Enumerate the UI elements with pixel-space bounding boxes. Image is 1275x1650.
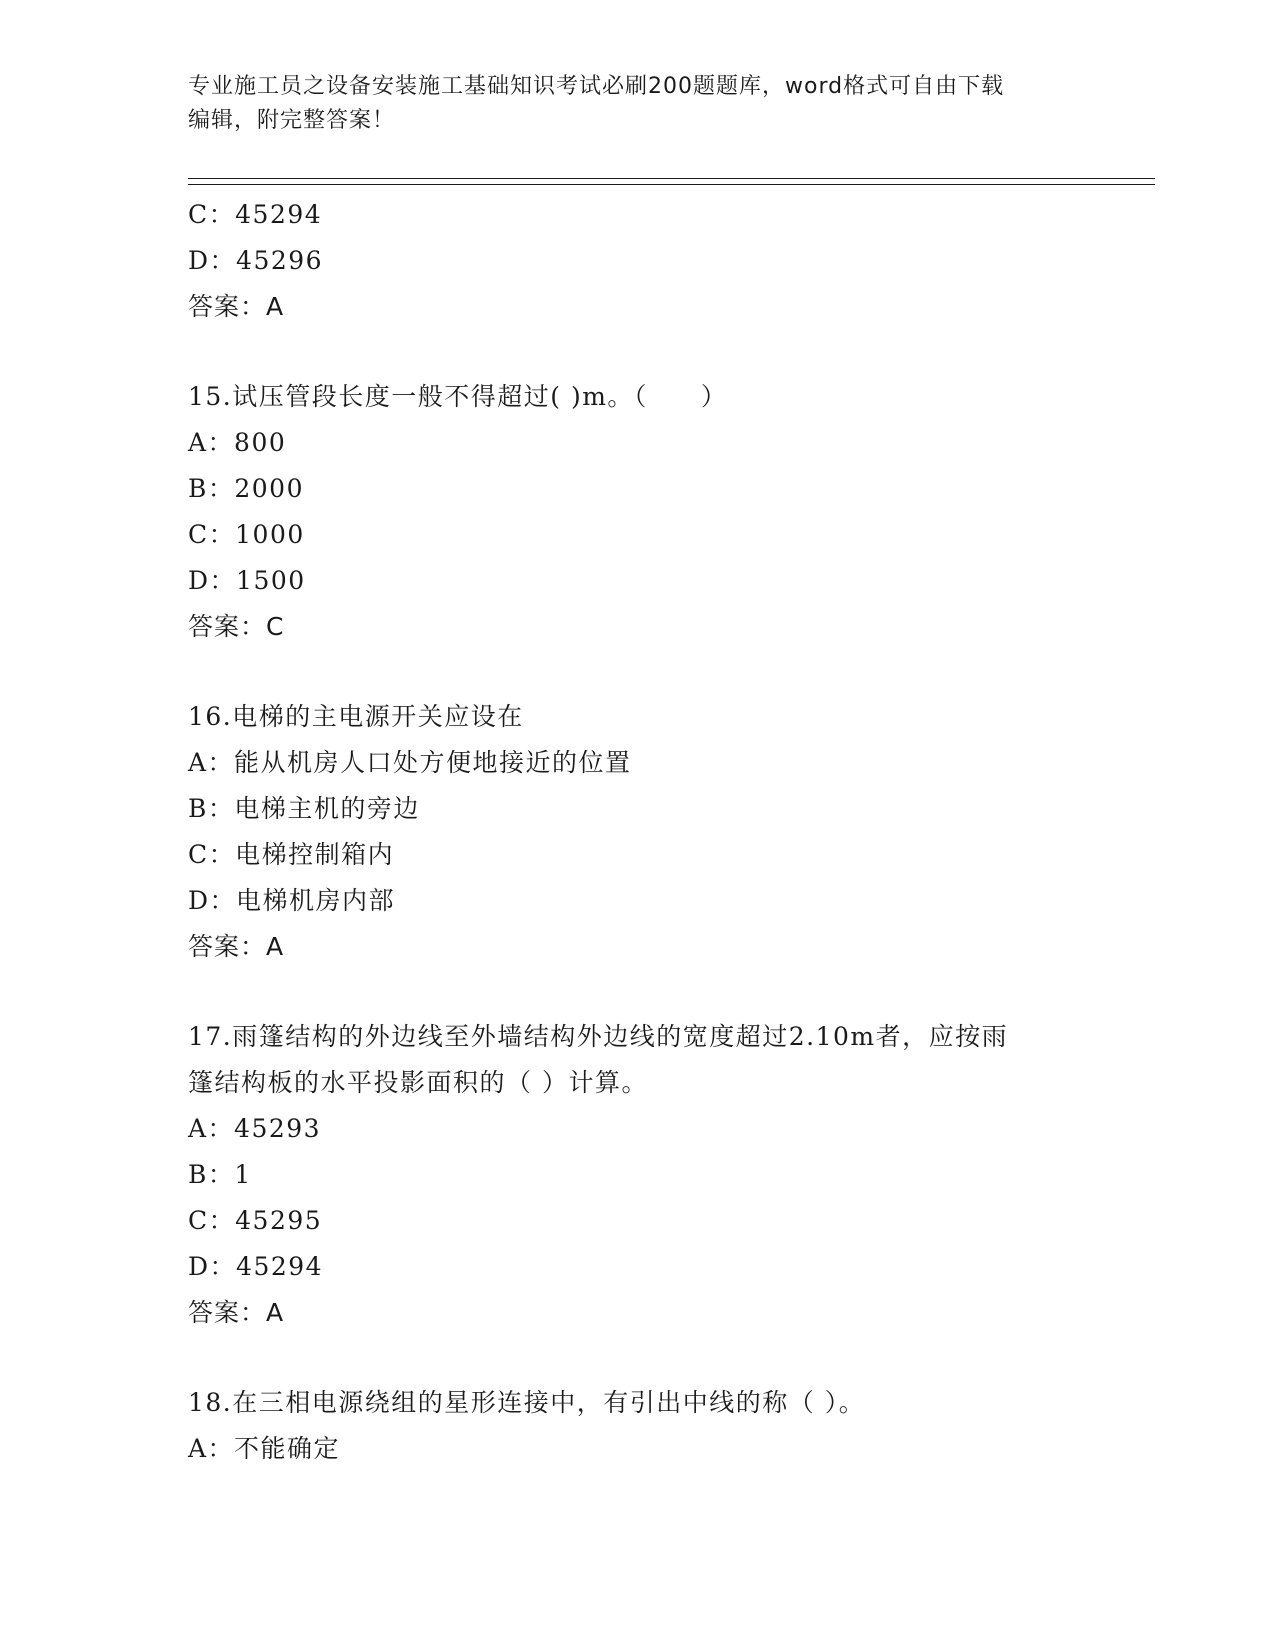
question-15	[188, 374, 1088, 650]
option-c: C：45295	[188, 1206, 323, 1235]
answer: 答案：A	[188, 1298, 285, 1327]
question-17	[188, 1014, 1088, 1336]
option-d: D：1500	[188, 566, 306, 595]
header-line-1: 专业施工员之设备安装施工基础知识考试必刷200题题库，word格式可自由下载	[188, 74, 1005, 99]
question-text: 18.在三相电源绕组的星形连接中，有引出中线的称（ ）。	[188, 1388, 866, 1417]
header-divider-bottom	[188, 184, 1155, 185]
option-b: B：1	[188, 1160, 252, 1189]
option-a: A：800	[188, 428, 287, 457]
question-text-line-2: 篷结构板的水平投影面积的（ ）计算。	[188, 1068, 648, 1097]
option-c: C：1000	[188, 520, 305, 549]
question-text-line-1: 17.雨篷结构的外边线至外墙结构外边线的宽度超过2.10m者，应按雨	[188, 1022, 1009, 1051]
question-fragment	[188, 192, 1088, 330]
question-16	[188, 694, 1088, 970]
option-a: A：能从机房人口处方便地接近的位置	[188, 748, 632, 777]
question-list	[188, 192, 1088, 1472]
option-a: A：45293	[188, 1114, 322, 1143]
document-header	[188, 70, 1088, 138]
question-text: 15.试压管段长度一般不得超过( )m。（ ）	[188, 382, 728, 411]
answer: 答案：C	[188, 612, 285, 641]
option-b: B：2000	[188, 474, 304, 503]
answer: 答案：A	[188, 932, 285, 961]
header-divider-top	[188, 178, 1155, 179]
header-line-2: 编辑，附完整答案！	[188, 108, 396, 133]
option-d: D：45296	[188, 246, 324, 275]
option-c: C：45294	[188, 200, 323, 229]
question-text: 16.电梯的主电源开关应设在	[188, 702, 524, 731]
option-b: B：电梯主机的旁边	[188, 794, 420, 823]
question-18	[188, 1380, 1088, 1472]
option-c: C：电梯控制箱内	[188, 840, 395, 869]
option-d: D：电梯机房内部	[188, 886, 396, 915]
option-d: D：45294	[188, 1252, 324, 1281]
answer: 答案：A	[188, 292, 285, 321]
option-a: A：不能确定	[188, 1434, 341, 1463]
